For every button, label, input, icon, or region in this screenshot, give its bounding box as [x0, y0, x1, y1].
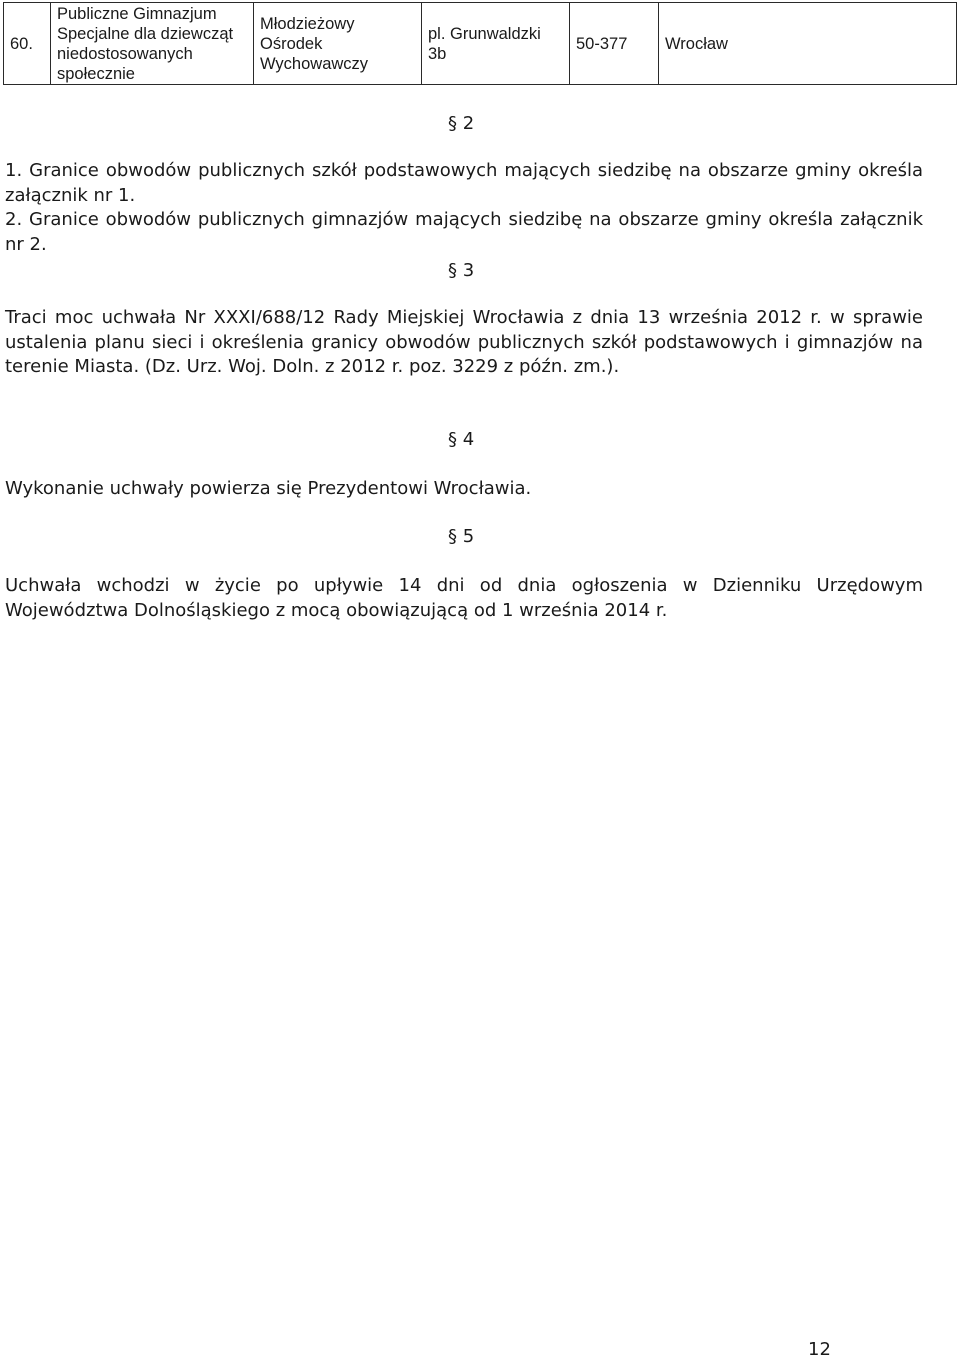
section-2-heading: § 2 [448, 113, 475, 134]
row-number-cell: 60. [4, 3, 51, 85]
section-2-body [5, 159, 923, 257]
table-row [4, 3, 957, 85]
section-2-item-1: 1. Granice obwodów publicznych szkół podstawowych mających siedzibę na obszarze gminy określa załącznik nr 1. [5, 160, 923, 206]
city-cell: Wrocław [659, 3, 957, 85]
institution-type-cell: Młodzieżowy Ośrodek Wychowawczy [254, 3, 422, 85]
postal-code-cell: 50-377 [570, 3, 659, 85]
street-cell: pl. Grunwaldzki 3b [422, 3, 570, 85]
section-2-item-2: 2. Granice obwodów publicznych gimnazjów mających siedzibę na obszarze gminy określa załącznik nr 2. [5, 209, 923, 255]
section-4-text: Wykonanie uchwały powierza się Prezydentowi Wrocławia. [5, 478, 532, 499]
section-3-heading: § 3 [448, 260, 475, 281]
section-5-heading: § 5 [448, 526, 475, 547]
section-3-text: Traci moc uchwała Nr XXXI/688/12 Rady Miejskiej Wrocławia z dnia 13 września 2012 r. w sprawie ustalenia planu sieci i określenia granicy obwodów publicznych szkół podstawowych i gimnazjów na terenie Miasta. (Dz. Urz. Woj. Doln. z 2012 r. poz. 3229 z późn. zm.). [5, 307, 923, 377]
page-number: 12 [808, 1339, 831, 1360]
school-table-row [3, 2, 957, 85]
section-5-text: Uchwała wchodzi w życie po upływie 14 dni od dnia ogłoszenia w Dzienniku Urzędowym Województwa Dolnośląskiego z mocą obowiązującą od 1 września 2014 r. [5, 575, 923, 621]
school-name-cell: Publiczne Gimnazjum Specjalne dla dziewcząt niedostosowanych społecznie [51, 3, 254, 85]
section-4-heading: § 4 [448, 429, 475, 450]
